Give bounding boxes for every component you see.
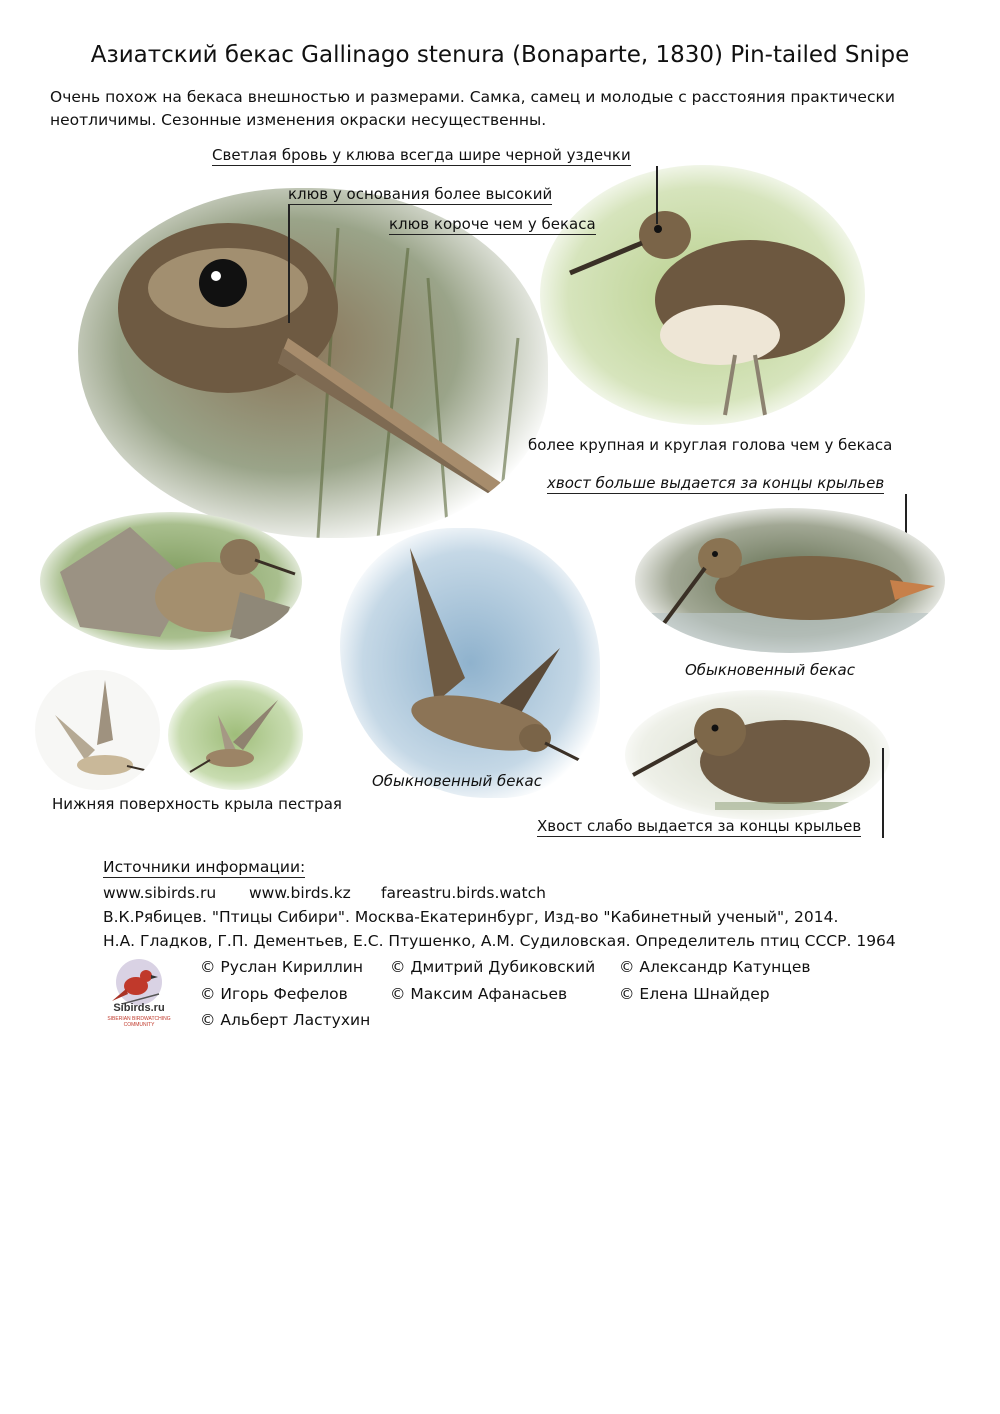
source-ref-2: Н.А. Гладков, Г.П. Дементьев, Е.С. Птушенко, А.М. Судиловская. Определитель птиц СССР. 1964	[103, 932, 896, 950]
source-link-birds-kz[interactable]: www.birds.kz	[249, 884, 351, 902]
sibirds-logo	[104, 956, 174, 1036]
source-link-fareastru[interactable]: fareastru.birds.watch	[381, 884, 546, 902]
page-title: Азиатский бекас Gallinago stenura (Bonaparte, 1830) Pin-tailed Snipe	[90, 42, 910, 68]
label-head: более крупная и круглая голова чем у бекаса	[528, 436, 893, 454]
photo-common-snipe-water	[635, 508, 945, 653]
photo-common-snipe-crouching	[625, 690, 890, 820]
leader-line-brow	[656, 166, 658, 224]
credit-1: © Руслан Кириллин	[200, 958, 363, 976]
logo-name: Sibirds.ru	[113, 1002, 165, 1014]
photo-flying-center	[340, 528, 600, 798]
intro-text: Очень похож на бекаса внешностью и размерами. Самка, самец и молодые с расстояния практически неотличимы. Сезонные изменения окраски несущественны.	[50, 88, 895, 129]
photo-spread-wing	[40, 512, 302, 650]
leader-line-bill-base	[288, 205, 290, 323]
photo-underwing-1	[35, 670, 160, 790]
label-bill-short: клюв короче чем у бекаса	[389, 215, 596, 233]
logo-tagline: SIBERIAN BIRDWATCHING COMMUNITY	[107, 1016, 171, 1028]
credit-7: © Альберт Ластухин	[200, 1011, 371, 1029]
leader-line-tail-less	[882, 748, 884, 838]
credit-2: © Дмитрий Дубиковский	[390, 958, 596, 976]
photo-standing-bird	[540, 165, 865, 425]
label-tail-more: хвост больше выдается за концы крыльев	[547, 474, 885, 492]
label-tail-less: Хвост слабо выдается за концы крыльев	[537, 817, 862, 835]
credit-3: © Александр Катунцев	[619, 958, 811, 976]
label-common-snipe-2: Обыкновенный бекас	[372, 772, 542, 790]
photo-underwing-2	[168, 680, 303, 790]
credit-5: © Максим Афанасьев	[390, 985, 568, 1003]
label-underwing: Нижняя поверхность крыла пестрая	[52, 795, 342, 813]
source-ref-1: В.К.Рябицев. "Птицы Сибири". Москва-Екатеринбург, Изд-во "Кабинетный ученый", 2014.	[103, 908, 839, 926]
label-brow: Светлая бровь у клюва всегда шире черной уздечки	[212, 146, 631, 164]
credit-6: © Елена Шнайдер	[619, 985, 770, 1003]
sources-heading: Источники информации:	[103, 858, 306, 876]
photo-head-closeup	[78, 188, 548, 538]
label-bill-base: клюв у основания более высокий	[288, 185, 553, 203]
source-link-sibirds[interactable]: www.sibirds.ru	[103, 884, 217, 902]
label-common-snipe-1: Обыкновенный бекас	[685, 661, 855, 679]
credit-4: © Игорь Фефелов	[200, 985, 348, 1003]
